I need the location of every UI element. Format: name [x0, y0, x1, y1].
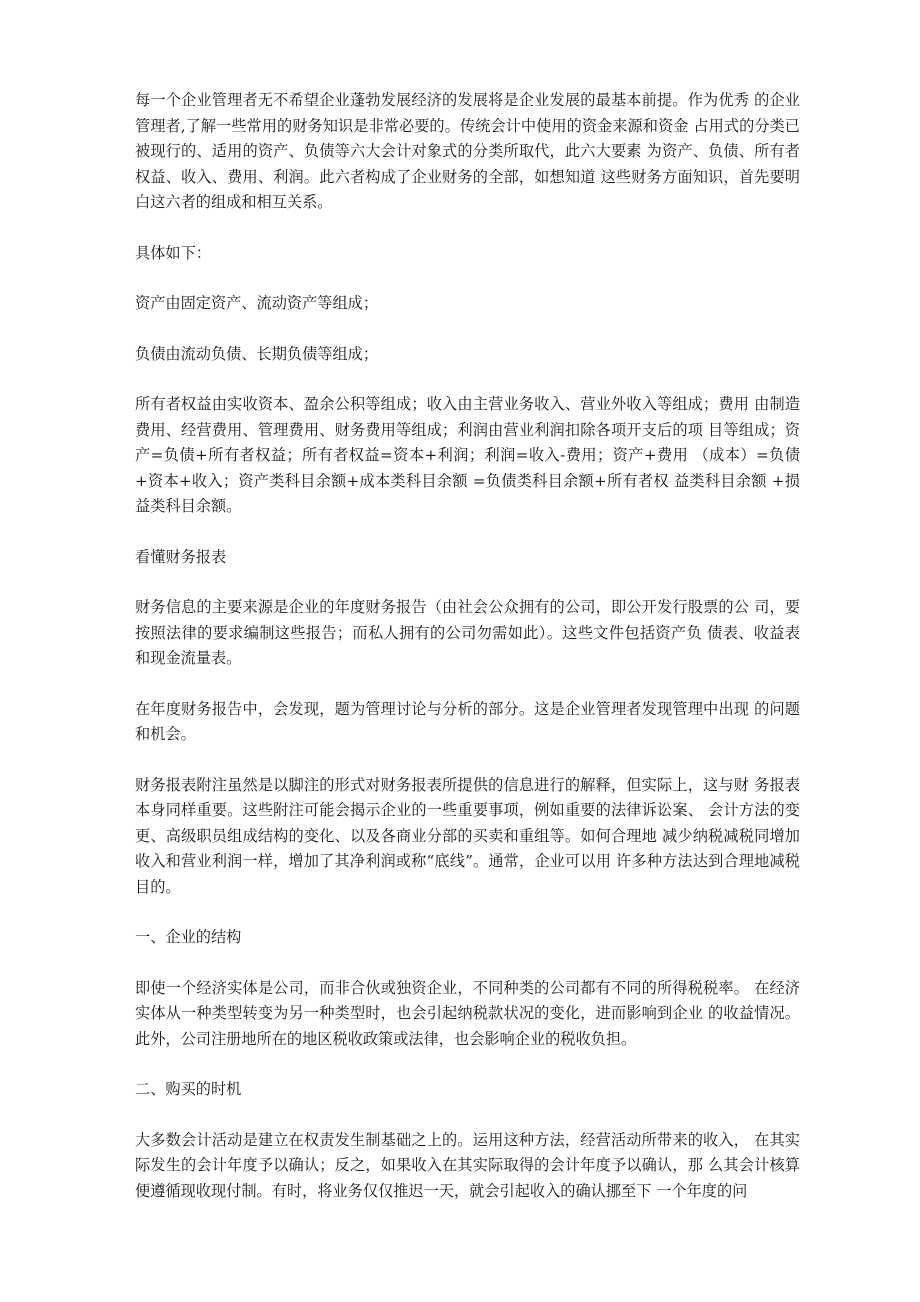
document-page: [135, 88, 800, 1204]
spacer: [135, 900, 800, 925]
section2-heading: 二、购买的时机: [135, 1080, 242, 1098]
specifics-label: 具体如下：: [135, 243, 211, 262]
notes-paragraph: 财务报表附注虽然是以脚注的形式对财务报表所提供的信息进行的解释，但实际上，这与财 务报表本身同样重要。这些附注可能会揭示企业的一些重要事项，例如重要的法律诉讼案、 会计方法的变更、高级职员组成结构的变化、以及各商业分部的买卖和重组等。如何合理地 减少纳税减税同增加收入和营业利润一样，增加了其净利润或称“底线”。通常，企业可以用 许多种方法达到合理地减税目的。: [135, 775, 800, 896]
section2-paragraph: 大多数会计活动是建立在权责发生制基础之上的。运用这种方法，经营活动所带来的收入， 在其实际发生的会计年度予以确认；反之，如果收入在其实际取得的会计年度予以确认，那 么其会计核算便遵循现收现付制。有时，将业务仅仅推迟一天，就会引起收入的确认挪至下 一个年度的问: [135, 1130, 800, 1200]
spacer: [135, 1103, 800, 1128]
financial-info-paragraph: 财务信息的主要来源是企业的年度财务报告（由社会公众拥有的公司，即公开发行股票的公 司，要按照法律的要求编制这些报告；而私人拥有的公司勿需如此）。这些文件包括资产负 债表、收益表和现金流量表。: [135, 598, 800, 667]
spacer: [135, 672, 800, 697]
liabilities-line: 负债由流动负债、长期负债等组成；: [135, 344, 378, 363]
spacer: [135, 748, 800, 773]
intro-paragraph: 每一个企业管理者无不希望企业蓬勃发展经济的发展将是企业发展的最基本前提。作为优秀 的企业管理者,了解一些常用的财务知识是非常必要的。传统会计中使用的资金来源和资金 占用式的分类已被现行的、适用的资产、负债等六大会计对象式的分类所取代，此六大要素 为资产、负债、所有者权益、收入、费用、利润。此六者构成了企业财务的全部，如想知道 这些财务方面知识，首先要明白这六者的组成和相互关系。: [135, 91, 800, 211]
spacer: [135, 951, 800, 976]
annual-report-paragraph: 在年度财务报告中，会发现，题为管理讨论与分析的部分。这是企业管理者发现管理中出现 的问题和机会。: [135, 699, 800, 743]
assets-line: 资产由固定资产、流动资产等组成；: [135, 294, 378, 312]
spacer: [135, 520, 800, 545]
section1-heading: 一、企业的结构: [135, 928, 242, 946]
spacer: [135, 367, 800, 392]
spacer: [135, 570, 800, 595]
spacer: [135, 216, 800, 241]
spacer: [135, 266, 800, 291]
spacer: [135, 317, 800, 342]
equity-paragraph: 所有者权益由实收资本、盈余公积等组成；收入由主营业务收入、营业外收入等组成；费用 由制造费用、经营费用、管理费用、财务费用等组成；利润由营业利润扣除各项开支后的项 目等组成；资产=负债+所有者权益；所有者权益=资本+利润；利润=收入-费用；资产+费用 （成本）=负债+资本+收入；资产类科目余额+成本类科目余额 =负债类科目余额+所有者权 益类科目余额 +损益类科目余额。: [135, 395, 800, 515]
financial-statements-heading: 看懂财务报表: [135, 547, 227, 566]
section1-paragraph: 即使一个经济实体是公司，而非合伙或独资企业，不同种类的公司都有不同的所得税税率。 在经济实体从一种类型转变为另一种类型时，也会引起纳税款状况的变化，进而影响到企业 的收益情况。此外，公司注册地所在的地区税收政策或法律，也会影响企业的税收负担。: [135, 978, 800, 1048]
spacer: [135, 1052, 800, 1077]
